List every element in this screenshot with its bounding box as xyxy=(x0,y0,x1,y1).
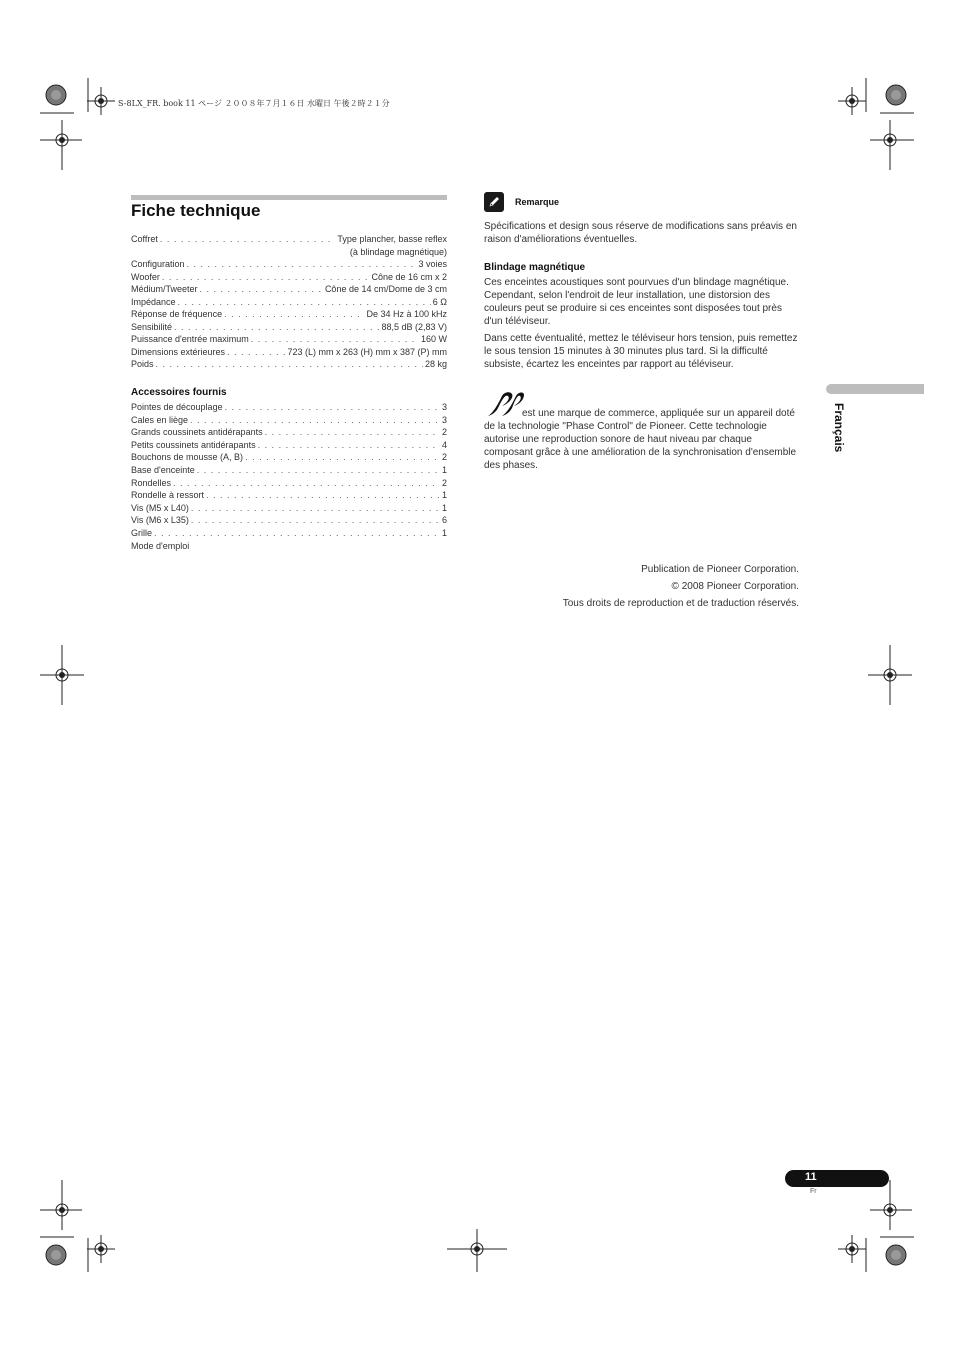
accessory-label: Grille xyxy=(131,527,153,538)
accessory-row xyxy=(131,540,447,553)
spec-row xyxy=(131,233,447,246)
spec-value: De 34 Hz à 100 kHz xyxy=(366,309,447,319)
pencil-note-icon xyxy=(484,192,504,212)
accessory-label: Vis (M6 x L35) xyxy=(131,515,189,526)
title-rule xyxy=(131,195,447,200)
spec-label: Sensibilité xyxy=(131,321,173,332)
accessory-label: Cales en liège xyxy=(131,414,189,425)
spec-value: 28 kg xyxy=(424,359,447,369)
accessory-label: Grands coussinets antidérapants xyxy=(131,427,263,438)
accessory-qty: 2 xyxy=(441,427,447,438)
accessory-qty: 4 xyxy=(441,439,447,450)
spec-value: Type plancher, basse reflex xyxy=(337,234,447,244)
spec-label: Médium/Tweeter xyxy=(131,284,198,294)
spec-label: Réponse de fréquence xyxy=(131,309,223,319)
accessory-qty: 2 xyxy=(441,452,447,463)
accessory-label: Base d'enceinte xyxy=(131,464,195,475)
accessory-label: Mode d'emploi xyxy=(131,540,190,551)
spec-label: Dimensions extérieures xyxy=(131,346,226,357)
spec-label: Configuration xyxy=(131,259,185,269)
spec-value: 160 W xyxy=(420,334,447,344)
spec-subtext: (à blindage magnétique) xyxy=(349,246,447,257)
accessory-row xyxy=(131,527,447,540)
spec-row xyxy=(131,308,447,321)
rights-line: Tous droits de reproduction et de traduction réservés. xyxy=(562,598,799,609)
shielding-paragraph-1: Ces enceintes acoustiques sont pourvues d'un blindage magnétique. Cependant, selon l'endroit de leur installation, une distorsion des couleurs peut se produire si ces enceintes sont disposées tout près d'un téléviseur. xyxy=(484,277,789,327)
publication-line: Publication de Pioneer Corporation. xyxy=(641,564,799,575)
page-language-code: Fr xyxy=(810,1188,817,1195)
accessory-label: Rondelle à ressort xyxy=(131,490,205,501)
language-tab-label: Français xyxy=(832,403,846,453)
spec-row xyxy=(131,271,447,284)
spec-value: Cône de 16 cm x 2 xyxy=(371,271,447,282)
spec-row xyxy=(131,296,447,309)
language-tab-bar xyxy=(826,384,924,394)
accessories-heading: Accessoires fournis xyxy=(131,387,227,398)
spec-row xyxy=(131,321,447,334)
accessory-row xyxy=(131,401,447,414)
accessory-row xyxy=(131,477,447,490)
accessory-row xyxy=(131,426,447,439)
accessory-row xyxy=(131,439,447,452)
note-text: Spécifications et design sous réserve de modifications sans préavis en raison d'améliorations éventuelles. xyxy=(484,221,797,245)
accessory-qty: 2 xyxy=(441,477,447,488)
shielding-paragraph-2: Dans cette éventualité, mettez le téléviseur hors tension, puis remettez le sous tension 15 minutes à 30 minutes plus tard. Si la difficulté subsiste, écartez les enceintes par rapport au téléviseur. xyxy=(484,333,798,370)
spec-value: 723 (L) mm x 263 (H) mm x 387 (P) mm xyxy=(287,346,447,357)
spec-row xyxy=(131,258,447,271)
spec-label: Impédance xyxy=(131,296,176,307)
spec-row xyxy=(131,358,447,371)
note-label: Remarque xyxy=(515,197,560,207)
spec-row xyxy=(131,283,447,296)
accessory-row xyxy=(131,464,447,477)
spec-value: Cône de 14 cm/Dome de 3 cm xyxy=(324,284,447,294)
spec-label: Puissance d'entrée maximum xyxy=(131,334,249,344)
page-number-pill xyxy=(785,1170,889,1187)
print-header: S-8LX_FR. book 11 ページ ２００８年７月１６日 水曜日 午後２時２１分 xyxy=(118,99,390,108)
phase-control-text: est une marque de commerce, appliquée sur un appareil doté de la technologie "Phase Control" de Pioneer. Cette technologie autorise une reproduction sonore de haut niveau par chaque composant grâce à une amélioration de la synchronisation d'ensemble des phases. xyxy=(484,408,797,471)
page-title: Fiche technique xyxy=(131,201,261,220)
accessory-label: Bouchons de mousse (A, B) xyxy=(131,452,244,463)
accessory-row xyxy=(131,451,447,464)
spec-label: Woofer xyxy=(131,271,160,282)
accessory-row xyxy=(131,414,447,427)
accessory-qty: 6 xyxy=(441,515,447,526)
accessory-label: Pointes de découplage xyxy=(131,402,223,412)
spec-row xyxy=(131,333,447,346)
accessory-label: Petits coussinets antidérapants xyxy=(131,439,256,450)
accessory-qty: 3 xyxy=(441,402,447,412)
accessories-list xyxy=(131,401,447,552)
accessory-row xyxy=(131,502,447,515)
spec-value: 3 voies xyxy=(418,259,447,269)
accessory-qty: 3 xyxy=(441,414,447,425)
spec-label: Coffret xyxy=(131,234,158,244)
spec-label: Poids xyxy=(131,359,154,369)
page-number: 11 xyxy=(805,1171,817,1183)
accessory-qty: 1 xyxy=(441,502,447,513)
spec-row xyxy=(131,346,447,359)
spec-value: 6 Ω xyxy=(432,296,447,307)
accessory-row xyxy=(131,514,447,527)
accessory-label: Vis (M5 x L40) xyxy=(131,502,189,513)
accessory-row xyxy=(131,489,447,502)
spec-value: 88,5 dB (2,83 V) xyxy=(381,321,447,332)
shielding-heading: Blindage magnétique xyxy=(484,262,586,273)
accessory-qty: 1 xyxy=(441,464,447,475)
accessory-qty: 1 xyxy=(441,527,447,538)
accessory-qty: 1 xyxy=(441,490,447,501)
accessory-label: Rondelles xyxy=(131,477,172,488)
spec-list xyxy=(131,233,447,371)
copyright-line: © 2008 Pioneer Corporation. xyxy=(671,581,799,592)
